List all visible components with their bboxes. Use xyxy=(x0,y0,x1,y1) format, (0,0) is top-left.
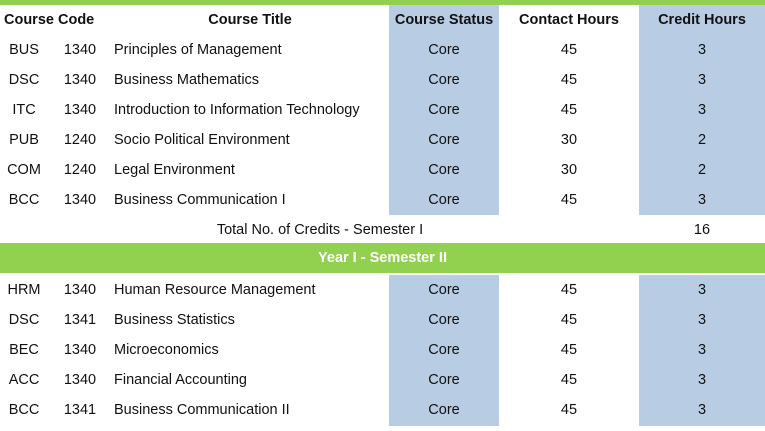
table-row xyxy=(0,35,765,65)
course-title: Business Communication II xyxy=(114,402,290,418)
table-row xyxy=(0,125,765,155)
course-title: Financial Accounting xyxy=(114,372,247,388)
table-row xyxy=(0,65,765,95)
course-status: Core xyxy=(428,72,460,88)
table-row xyxy=(0,95,765,125)
semester-heading: Year I - Semester II xyxy=(318,250,447,266)
course-dept: COM xyxy=(7,162,41,178)
credit-hours: 2 xyxy=(697,132,707,148)
header-course-code: Course Code xyxy=(4,12,95,28)
course-dept: ACC xyxy=(8,372,40,388)
course-number: 1240 xyxy=(63,162,97,178)
credit-hours: 3 xyxy=(697,102,707,118)
course-dept: BEC xyxy=(9,342,39,358)
course-number: 1340 xyxy=(63,72,97,88)
course-title: Introduction to Information Technology xyxy=(114,102,360,118)
contact-hours: 45 xyxy=(560,192,578,208)
credit-hours: 3 xyxy=(697,72,707,88)
table-row xyxy=(0,185,765,215)
course-dept: PUB xyxy=(9,132,39,148)
course-title: Business Communication I xyxy=(114,192,286,208)
course-number: 1340 xyxy=(63,42,97,58)
course-title: Legal Environment xyxy=(114,162,235,178)
credit-hours: 2 xyxy=(697,162,707,178)
credit-hours: 3 xyxy=(697,372,707,388)
contact-hours: 45 xyxy=(560,72,578,88)
total-credits-label: Total No. of Credits - Semester I xyxy=(216,222,424,238)
credit-hours: 3 xyxy=(697,402,707,418)
course-status: Core xyxy=(428,42,460,58)
course-status: Core xyxy=(428,162,460,178)
credit-hours: 3 xyxy=(697,282,707,298)
course-number: 1340 xyxy=(63,192,97,208)
table-row xyxy=(0,275,765,305)
header-course-status: Course Status xyxy=(394,12,494,28)
contact-hours: 30 xyxy=(560,132,578,148)
course-number: 1340 xyxy=(63,372,97,388)
credit-hours: 3 xyxy=(697,342,707,358)
course-title: Microeconomics xyxy=(114,342,219,358)
course-dept: ITC xyxy=(12,102,36,118)
course-title: Socio Political Environment xyxy=(114,132,290,148)
credit-hours: 3 xyxy=(697,192,707,208)
course-status: Core xyxy=(428,312,460,328)
table-header xyxy=(0,5,765,35)
contact-hours: 45 xyxy=(560,282,578,298)
course-number: 1340 xyxy=(63,102,97,118)
course-number: 1340 xyxy=(63,282,97,298)
course-dept: DSC xyxy=(8,312,40,328)
contact-hours: 45 xyxy=(560,402,578,418)
contact-hours: 45 xyxy=(560,342,578,358)
course-dept: BCC xyxy=(8,192,40,208)
course-number: 1240 xyxy=(63,132,97,148)
credit-hours: 3 xyxy=(697,312,707,328)
course-status: Core xyxy=(428,402,460,418)
contact-hours: 45 xyxy=(560,102,578,118)
course-status: Core xyxy=(428,102,460,118)
semester-heading-bar xyxy=(0,243,765,273)
contact-hours: 45 xyxy=(560,312,578,328)
course-dept: BUS xyxy=(9,42,39,58)
total-credits-value: 16 xyxy=(693,222,711,238)
credit-hours: 3 xyxy=(697,42,707,58)
header-course-title: Course Title xyxy=(208,12,292,28)
course-dept: BCC xyxy=(8,402,40,418)
course-title: Business Statistics xyxy=(114,312,235,328)
total-credits-row xyxy=(0,215,765,245)
course-number: 1340 xyxy=(63,342,97,358)
header-credit-hours: Credit Hours xyxy=(658,12,746,28)
table-row xyxy=(0,335,765,365)
course-title: Business Mathematics xyxy=(114,72,260,88)
table-row xyxy=(0,395,765,425)
contact-hours: 30 xyxy=(560,162,578,178)
course-number: 1341 xyxy=(63,402,97,418)
course-status: Core xyxy=(428,282,460,298)
course-dept: DSC xyxy=(8,72,40,88)
header-contact-hours: Contact Hours xyxy=(519,12,619,28)
course-number: 1341 xyxy=(63,312,97,328)
table-row xyxy=(0,305,765,335)
contact-hours: 45 xyxy=(560,42,578,58)
contact-hours: 45 xyxy=(560,372,578,388)
course-status: Core xyxy=(428,342,460,358)
table-row xyxy=(0,155,765,185)
course-title: Principles of Management xyxy=(114,42,282,58)
table-row xyxy=(0,365,765,395)
course-status: Core xyxy=(428,192,460,208)
course-title: Human Resource Management xyxy=(114,282,316,298)
course-dept: HRM xyxy=(7,282,41,298)
course-status: Core xyxy=(428,132,460,148)
course-status: Core xyxy=(428,372,460,388)
